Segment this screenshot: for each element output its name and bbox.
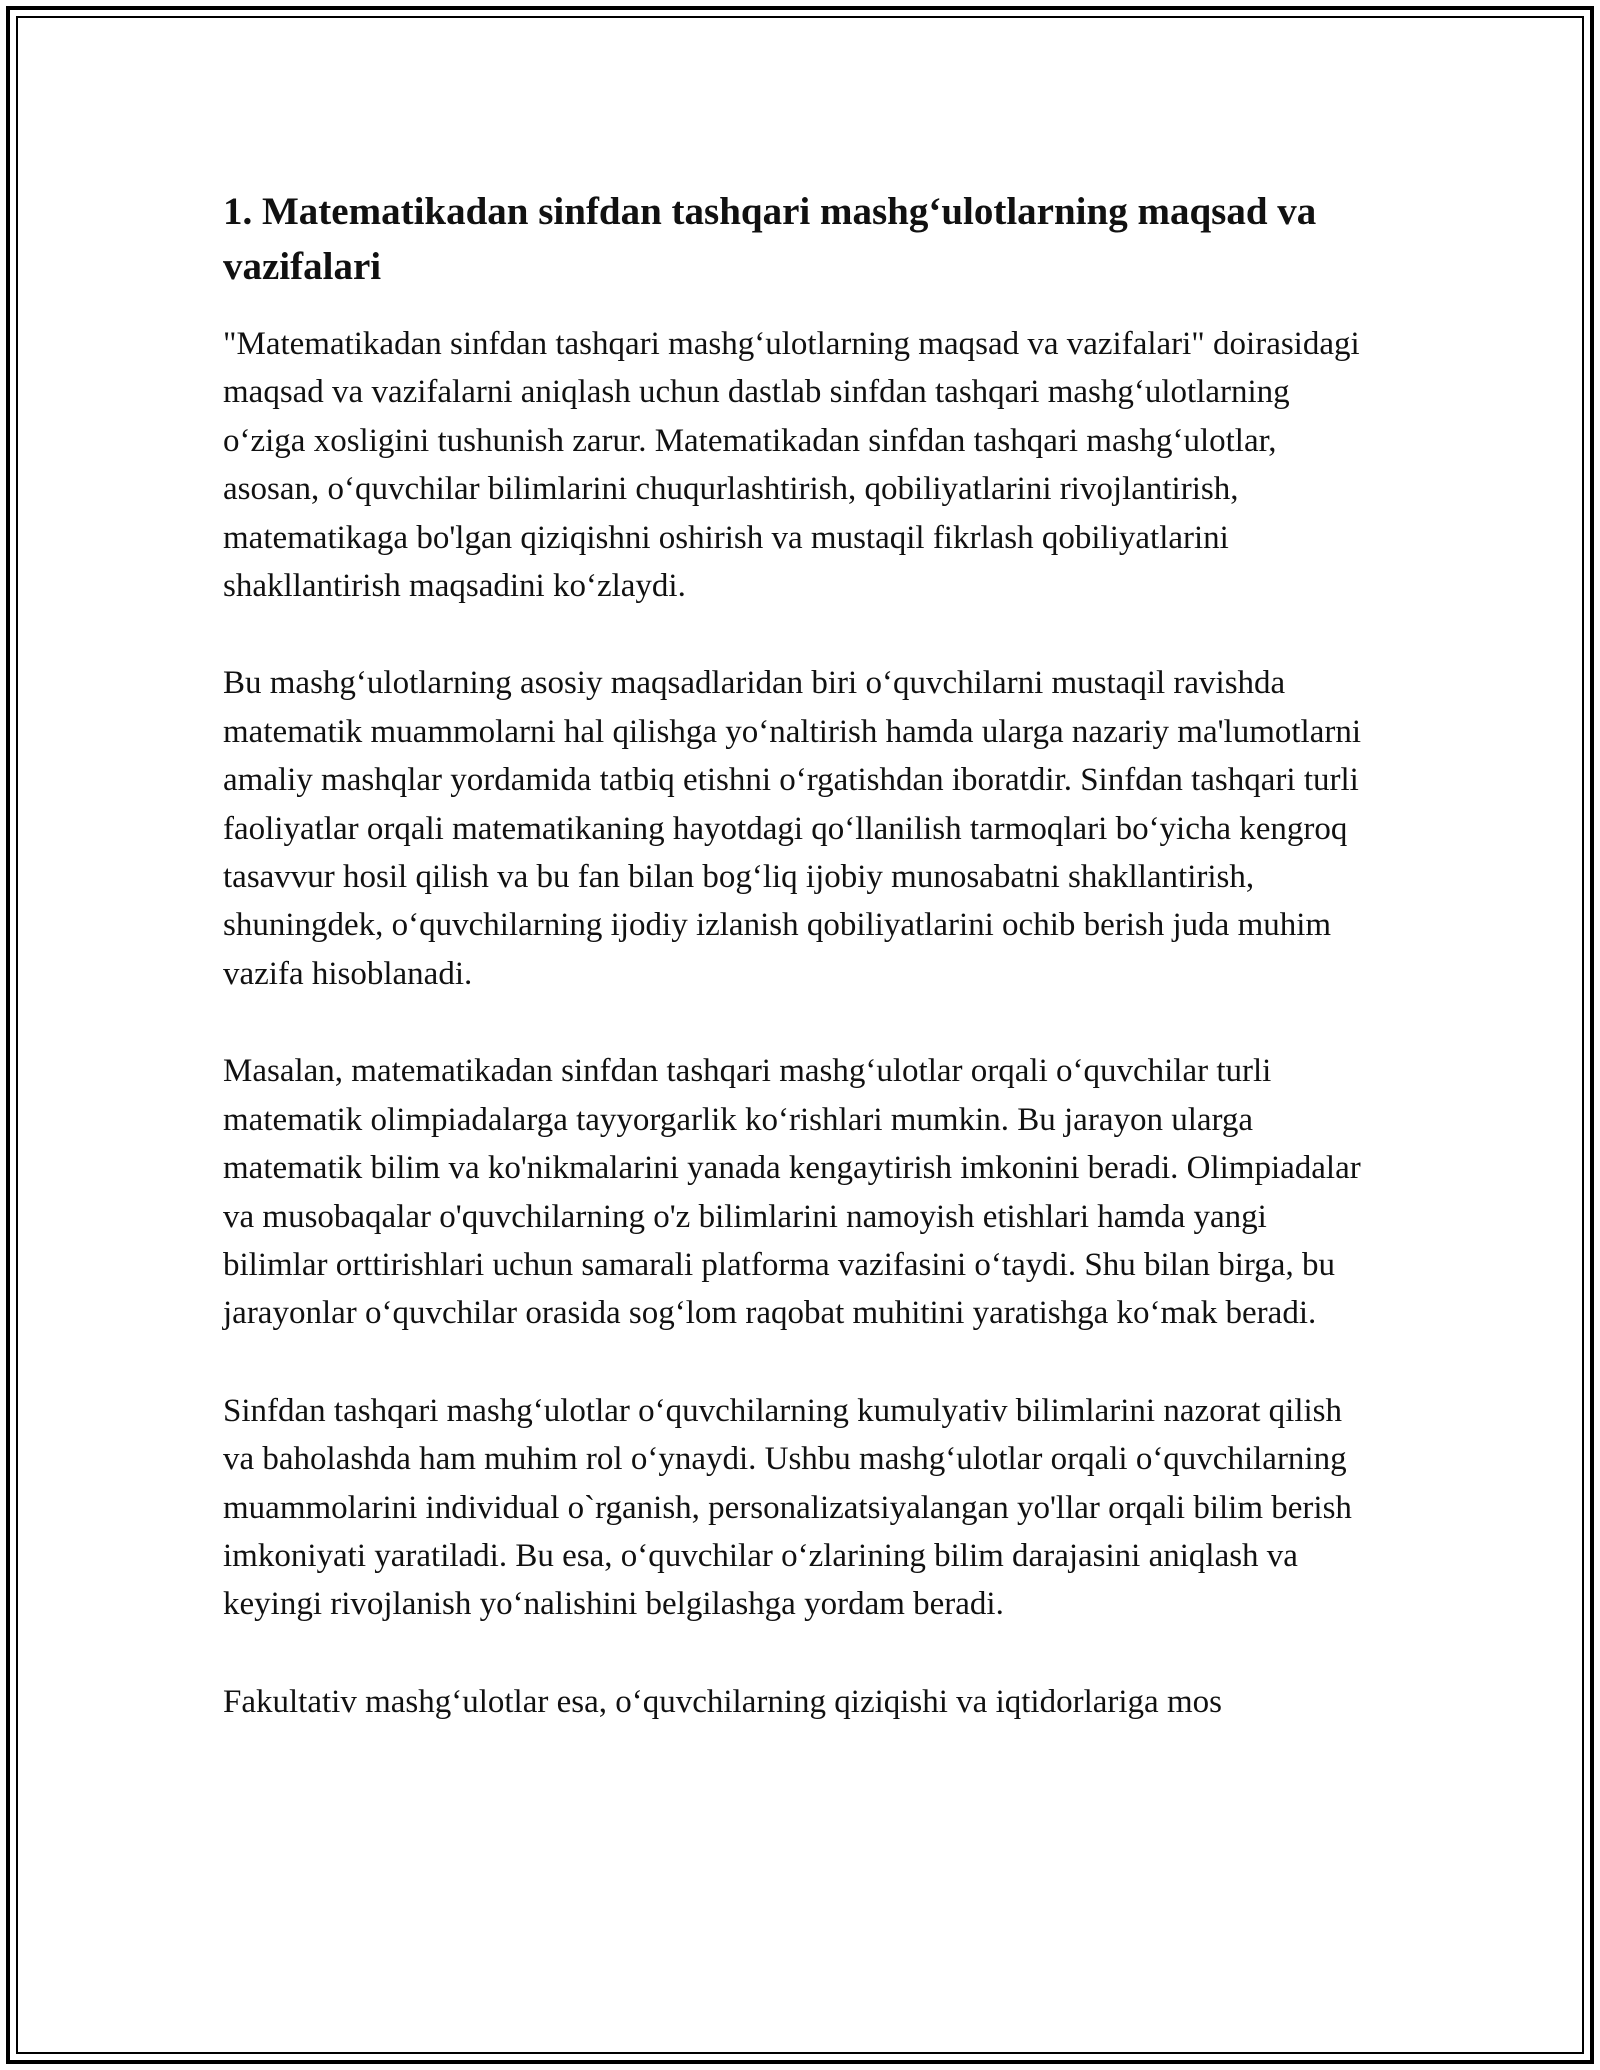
- document-content: [223, 184, 1373, 1775]
- paragraph-2: Bu mashg‘ulotlarning asosiy maqsadlaridan biri o‘quvchilarni mustaqil ravishda matematik muammolarni hal qilishga yo‘naltirish hamda ularga nazariy ma'lumotlarni amaliy mashqlar yordamida tatbiq etishni o‘rgatishdan iboratdir. Sinfdan tashqari turli faoliyatlar orqali matematikaning hayotdagi qo‘llanilish tarmoqlari bo‘yicha kengroq tasavvur hosil qilish va bu fan bilan bog‘liq ijobiy munosabatni shakllantirish, shuningdek, o‘quvchilarning ijodiy izlanish qobiliyatlarini ochib berish juda muhim vazifa hisoblanadi.: [223, 665, 1362, 992]
- paragraph-4: Sinfdan tashqari mashg‘ulotlar o‘quvchilarning kumulyativ bilimlarini nazorat qilish va baholashda ham muhim rol o‘ynaydi. Ushbu mashg‘ulotlar orqali o‘quvchilarning muammolarini individual o`rganish, personalizatsiyalangan yo'llar orqali bilim berish imkoniyati yaratiladi. Bu esa, o‘quvchilar o‘zlarining bilim darajasini aniqlash va keyingi rivojlanish yo‘nalishini belgilashga yordam beradi.: [223, 1392, 1352, 1623]
- paragraph-5: Fakultativ mashg‘ulotlar esa, o‘quvchilarning qiziqishi va iqtidorlariga mos: [223, 1683, 1222, 1720]
- paragraph-1: "Matematikadan sinfdan tashqari mashg‘ulotlarning maqsad va vazifalari" doirasidagi maqsad va vazifalarni aniqlash uchun dastlab sinfdan tashqari mashg‘ulotlarning o‘ziga xosligini tushunish zarur. Matematikadan sinfdan tashqari mashg‘ulotlar, asosan, o‘quvchilar bilimlarini chuqurlashtirish, qobiliyatlarini rivojlantirish, matematikaga bo'lgan qiziqishni oshirish va mustaqil fikrlash qobiliyatlarini shakllantirish maqsadini ko‘zlaydi.: [223, 326, 1360, 605]
- section-heading: 1. Matematikadan sinfdan tashqari mashg‘ulotlarning maqsad va vazifalari: [223, 190, 1317, 288]
- paragraph-3: Masalan, matematikadan sinfdan tashqari mashg‘ulotlar orqali o‘quvchilar turli matematik olimpiadalarga tayyorgarlik ko‘rishlari mumkin. Bu jarayon ularga matematik bilim va ko'nikmalarini yanada kengaytirish imkonini beradi. Olimpiadalar va musobaqalar o'quvchilarning o'z bilimlarini namoyish etishlari hamda yangi bilimlar orttirishlari uchun samarali platforma vazifasini o‘taydi. Shu bilan birga, bu jarayonlar o‘quvchilar orasida sog‘lom raqobat muhitini yaratishga ko‘mak beradi.: [223, 1053, 1361, 1332]
